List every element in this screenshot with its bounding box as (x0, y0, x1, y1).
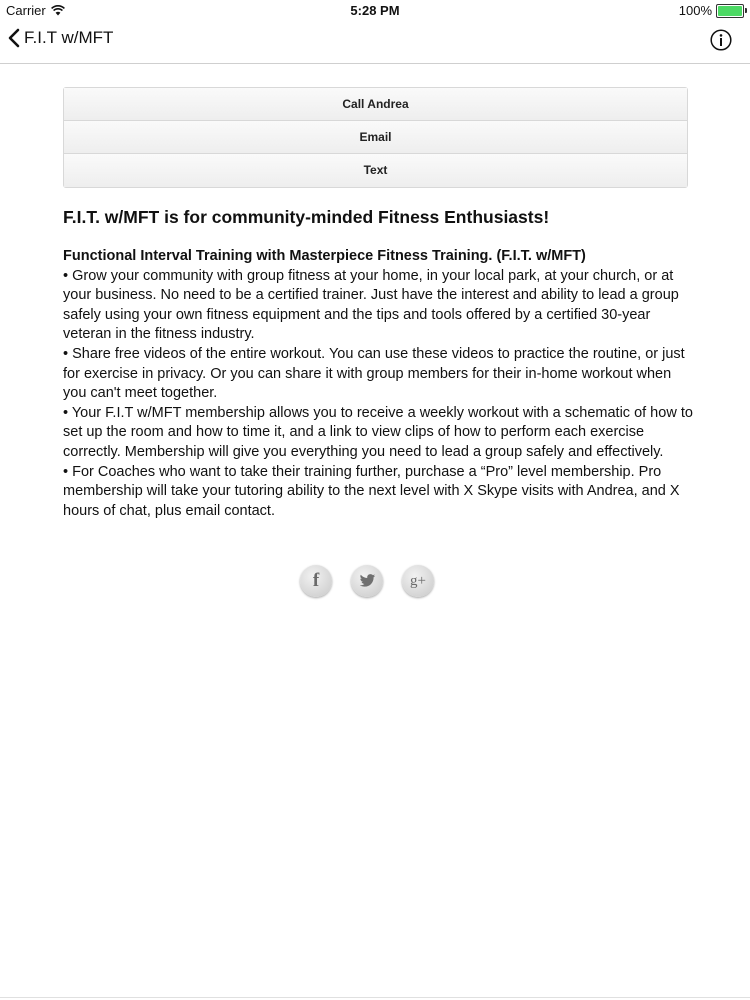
back-label: F.I.T w/MFT (24, 28, 114, 47)
status-right (679, 3, 744, 18)
bullet-paragraph: • For Coaches who want to take their training further, purchase a “Pro” level membership. Pro membership will take your tutoring ability to the next level with X Skype visits with Andrea, and X hours of chat, plus email contact. (63, 463, 680, 519)
nav-bar (0, 20, 750, 64)
carrier-label: Carrier (6, 3, 46, 18)
battery-fill (718, 6, 742, 16)
contact-button-group (63, 87, 688, 188)
social-share-row (300, 565, 434, 597)
twitter-bird-icon (359, 574, 376, 588)
google-plus-glyph: g+ (410, 572, 426, 589)
bullet-paragraph: • Share free videos of the entire workout. You can use these videos to practice the routine, or just for exercise in privacy. Or you can share it with group members for their in-home workout when you can't meet together. (63, 345, 685, 402)
facebook-icon[interactable] (300, 565, 332, 597)
chevron-left-icon (8, 28, 20, 48)
info-icon[interactable] (710, 29, 732, 51)
back-button[interactable] (8, 28, 113, 48)
status-bar (0, 0, 750, 20)
text-button[interactable]: Text (64, 154, 687, 187)
page-headline: F.I.T. w/MFT is for community-minded Fitness Enthusiasts! (63, 207, 550, 227)
battery-percent: 100% (678, 3, 712, 18)
subheading: Functional Interval Training with Masterpiece Fitness Training. (F.I.T. w/MFT) (63, 248, 586, 264)
content-body (63, 205, 693, 521)
facebook-glyph: f (312, 570, 320, 591)
battery-cap (745, 8, 747, 13)
bullet-paragraph: • Grow your community with group fitness at your home, in your local park, at your church, or at your business. No need to be a certified trainer. Just have the interest and ability to lead a group safely using your own fitness equipment and the tips and tools offered by a certified 30-year veteran in the fitness industry. (63, 267, 679, 343)
email-button[interactable]: Email (64, 121, 687, 154)
google-plus-icon[interactable] (402, 565, 434, 597)
bullet-paragraph: • Your F.I.T w/MFT membership allows you to receive a weekly workout with a schematic of how to set up the room and how to time it, and a link to view clips of how to perform each exercise correctly. Membership will give you everything you need to lead a group safely and effectively. (63, 404, 693, 460)
status-time: 5:28 PM (350, 3, 400, 18)
twitter-icon[interactable] (351, 565, 383, 597)
call-andrea-button[interactable]: Call Andrea (64, 88, 687, 121)
battery-icon (716, 4, 744, 18)
bottom-divider (0, 997, 750, 998)
